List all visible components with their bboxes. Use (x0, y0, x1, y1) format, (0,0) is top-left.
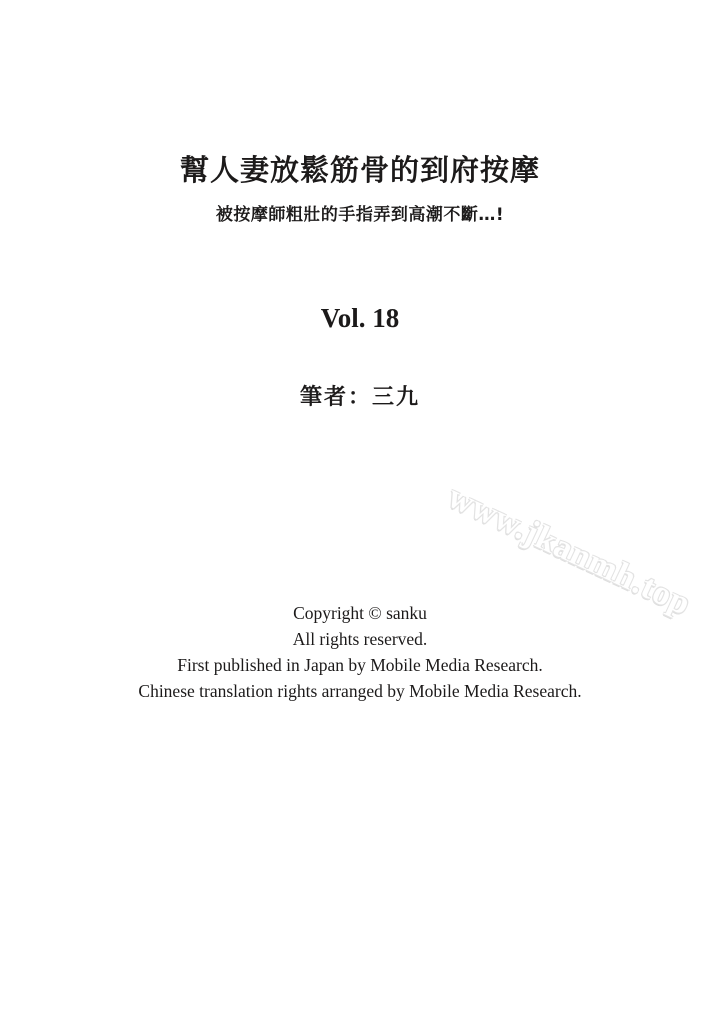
author-label: 筆者：三九 (299, 385, 420, 410)
copyright-line-1: Copyright © sanku (293, 603, 427, 623)
watermark-text: www.jkanmh.top (442, 478, 697, 623)
copyright-line-4: Chinese translation rights arranged by Mobile Media Research. (138, 681, 582, 701)
copyright-line-3: First published in Japan by Mobile Media Research. (177, 655, 543, 675)
copyright-line-2: All rights reserved. (292, 629, 428, 649)
copyright-block (0, 600, 720, 704)
page-subtitle: 被按摩師粗壯的手指弄到高潮不斷…! (215, 205, 505, 226)
page-title: 幫人妻放鬆筋骨的到府按摩 (179, 153, 540, 187)
watermark (442, 432, 720, 623)
title-block (0, 152, 720, 226)
volume-label: Vol. 18 (320, 303, 400, 333)
